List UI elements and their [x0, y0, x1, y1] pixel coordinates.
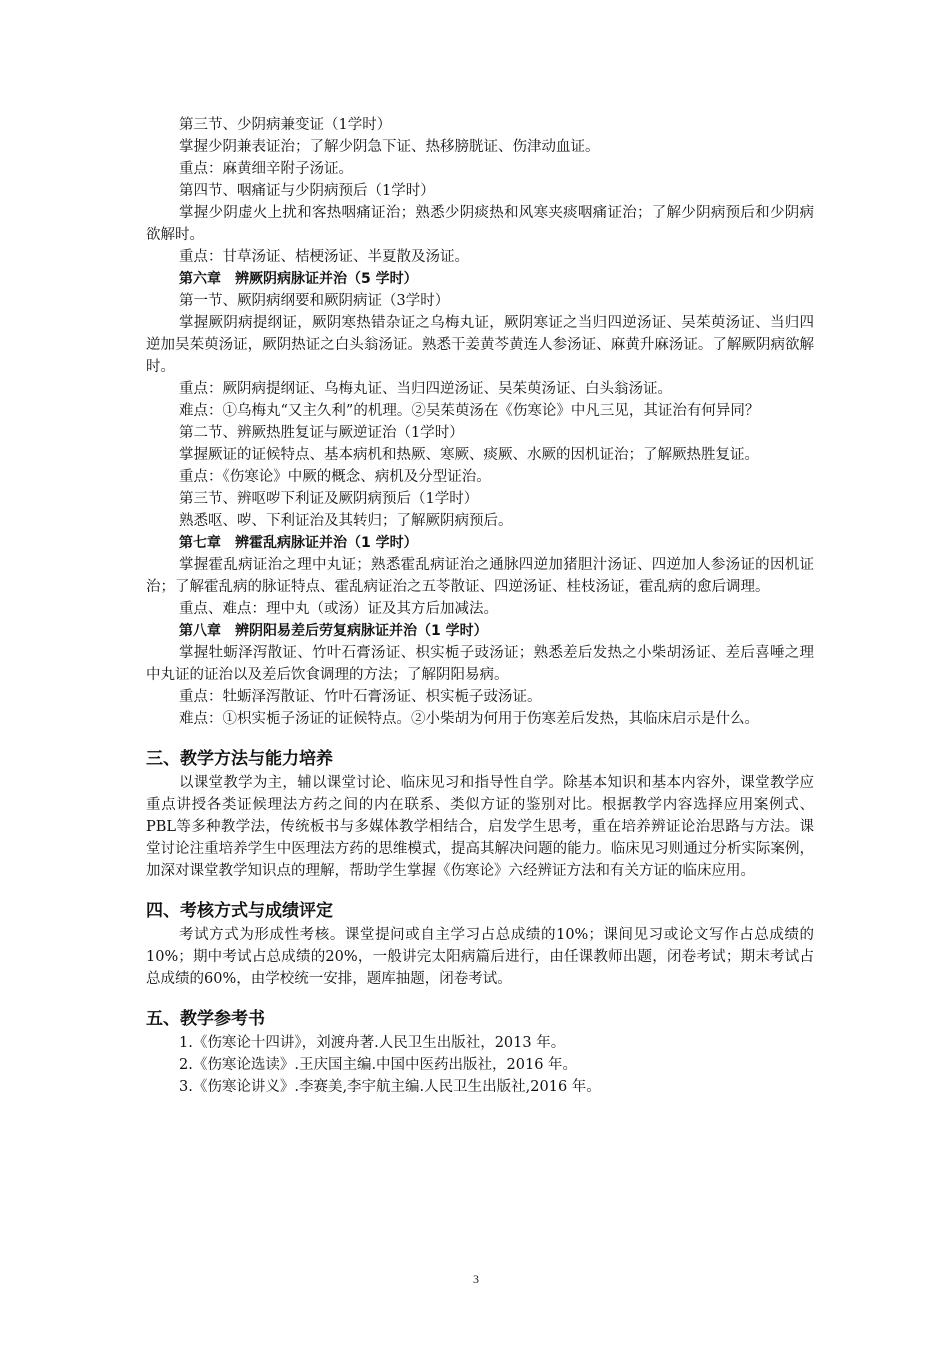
chapter-heading: 第八章 辨阴阳易差后劳复病脉证并治（1 学时）: [179, 623, 488, 639]
body-paragraph: 重点：《伤寒论》中厥的概念、病机及分型证治。: [179, 469, 491, 485]
reference-item: 2.《伤寒论选读》.王庆国主编.中国中医药出版社，2016 年。: [179, 1057, 578, 1073]
chapter-content: [146, 114, 814, 730]
body-paragraph: 第一节、厥阴病纲要和厥阴病证（3学时）: [179, 293, 450, 309]
body-paragraph: 难点：①乌梅丸“又主久利”的机理。②吴茱萸汤在《伤寒论》中凡三见，其证治有何异同？: [179, 403, 760, 419]
body-paragraph: 掌握霍乱病证治之理中丸证；熟悉霍乱病证治之通脉四逆加猪胆汁汤证、四逆加人参汤证的因机证治；了解霍乱病的脉证特点、霍乱病证治之五苓散证、四逆汤证、桂枝汤证，霍乱病的愈后调理。: [146, 557, 814, 595]
body-paragraph: 熟悉呕、哕、下利证治及其转归；了解厥阴病预后。: [179, 513, 513, 529]
section-3-title: 三、教学方法与能力培养: [146, 749, 333, 769]
body-paragraph: 难点：①枳实栀子汤证的证候特点。②小柴胡为何用于伤寒差后发热，其临床启示是什么。: [179, 711, 759, 727]
body-paragraph: 重点：牡蛎泽泻散证、竹叶石膏汤证、枳实栀子豉汤证。: [179, 689, 542, 705]
body-paragraph: 第二节、辨厥热胜复证与厥逆证治（1学时）: [179, 425, 464, 441]
section-4-body: 考试方式为形成性考核。课堂提问或自主学习占总成绩的10%；课间见习或论文写作占总成绩的10%；期中考试占总成绩的20%，一般讲完太阳病篇后进行，由任课教师出题，闭卷考试；期末考试占总成绩的60%，由学校统一安排，题库抽题，闭卷考试。: [146, 927, 814, 987]
reference-item: 1.《伤寒论十四讲》，刘渡舟著.人民卫生出版社，2013 年。: [179, 1035, 566, 1051]
body-paragraph: 重点、难点：理中丸（或汤）证及其方后加减法。: [179, 601, 498, 617]
body-paragraph: 掌握少阴虚火上扰和客热咽痛证治；熟悉少阴痰热和风寒夹痰咽痛证治；了解少阴病预后和少阴病欲解时。: [146, 205, 814, 243]
section-5-title: 五、教学参考书: [146, 1009, 265, 1029]
body-paragraph: 重点：麻黄细辛附子汤证。: [179, 161, 353, 177]
body-paragraph: 第四节、咽痛证与少阴病预后（1学时）: [179, 183, 435, 199]
document-page: [146, 114, 814, 1098]
reference-item: 3.《伤寒论讲义》.李赛美,李宇航主编.人民卫生出版社,2016 年。: [179, 1079, 601, 1095]
chapter-heading: 第七章 辨霍乱病脉证并治（1 学时）: [179, 535, 418, 551]
body-paragraph: 重点：厥阴病提纲证、乌梅丸证、当归四逆汤证、吴茱萸汤证、白头翁汤证。: [179, 381, 672, 397]
chapter-heading: 第六章 辨厥阴病脉证并治（5 学时）: [179, 271, 418, 287]
body-paragraph: 掌握牡蛎泽泻散证、竹叶石膏汤证、枳实栀子豉汤证；熟悉差后发热之小柴胡汤证、差后喜唾之理中丸证的证治以及差后饮食调理的方法；了解阴阳易病。: [146, 645, 814, 683]
body-paragraph: 重点：甘草汤证、桔梗汤证、半夏散及汤证。: [179, 249, 469, 265]
section-4-title: 四、考核方式与成绩评定: [146, 901, 333, 921]
body-paragraph: 第三节、少阴病兼变证（1学时）: [179, 117, 392, 133]
section-3-body: 以课堂教学为主，辅以课堂讨论、临床见习和指导性自学。除基本知识和基本内容外，课堂教学应重点讲授各类证候理法方药之间的内在联系、类似方证的鉴别对比。根据教学内容选择应用案例式、PBL等多种教学法，传统板书与多媒体教学相结合，启发学生思考，重在培养辨证论治思路与方法。课堂讨论注重培养学生中医理法方药的思维模式，提高其解决问题的能力。临床见习则通过分析实际案例，加深对课堂教学知识点的理解，帮助学生掌握《伤寒论》六经辨证方法和有关方证的临床应用。: [146, 775, 814, 879]
body-paragraph: 第三节、辨呕哕下利证及厥阴病预后（1学时）: [179, 491, 479, 507]
body-paragraph: 掌握厥证的证候特点、基本病机和热厥、寒厥、痰厥、水厥的因机证治；了解厥热胜复证。: [179, 447, 759, 463]
body-paragraph: 掌握厥阴病提纲证，厥阴寒热错杂证之乌梅丸证，厥阴寒证之当归四逆汤证、吴茱萸汤证、当归四逆加吴茱萸汤证，厥阴热证之白头翁汤证。熟悉干姜黄芩黄连人参汤证、麻黄升麻汤证。了解厥阴病欲解时。: [146, 315, 814, 375]
body-paragraph: 掌握少阴兼表证治；了解少阴急下证、热移膀胱证、伤津动血证。: [179, 139, 600, 155]
page-number: 3: [473, 1272, 479, 1286]
